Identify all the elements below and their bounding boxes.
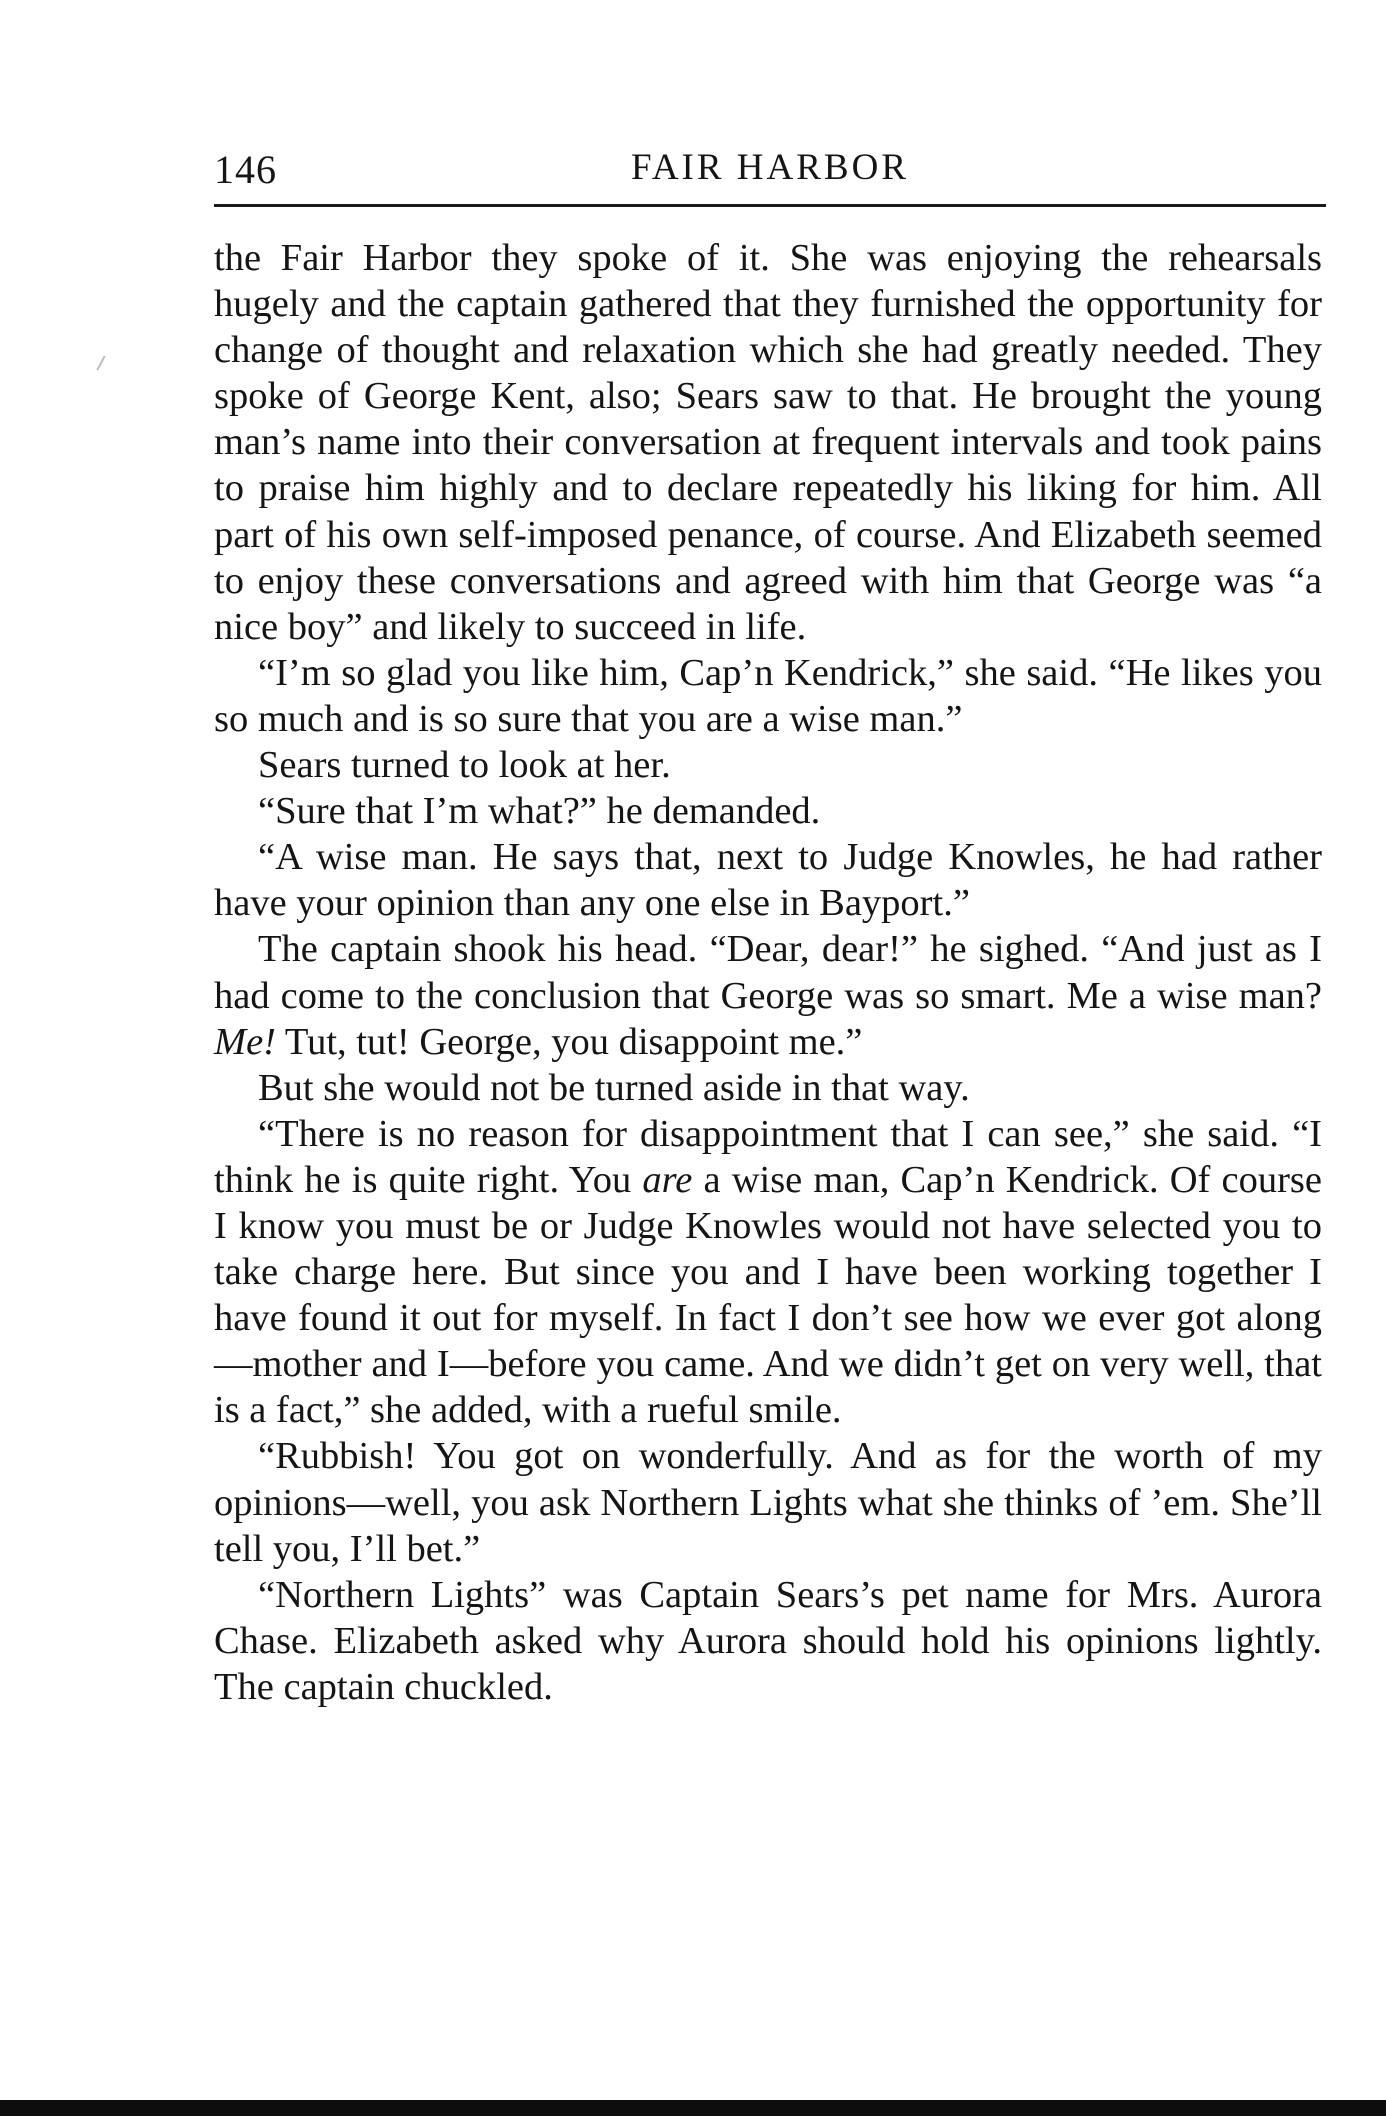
header-rule bbox=[214, 204, 1326, 207]
paragraph: “Rubbish! You got on wonderfully. And as for the worth of my opinions—well, you ask Northern Lights what she thinks of ’em. She’ll tell you, I’ll bet.” bbox=[214, 1435, 1322, 1570]
running-head: FAIR HARBOR bbox=[631, 147, 909, 188]
paragraph: the Fair Harbor they spoke of it. She was enjoying the rehearsals hugely and the captain gathered that they furnished the opportunity for change of thought and relaxation which she had greatly needed. They spoke of George Kent, also; Sears saw to that. He brought the young man’s name into their conversation at frequent intervals and took pains to praise him highly and to declare repeatedly his liking for him. All part of his own self-imposed penance, of course. And Elizabeth seemed to enjoy these conversations and agreed with him that George was “a nice boy” and likely to succeed in life. bbox=[214, 237, 1322, 648]
paragraph: “Sure that I’m what?” he demanded. bbox=[258, 790, 821, 833]
body-text bbox=[214, 235, 1322, 1710]
paragraph-text: Tut, tut! George, you disappoint me.” bbox=[275, 1020, 863, 1063]
paragraph: Sears turned to look at her. bbox=[258, 744, 671, 787]
italic-text: Me! bbox=[214, 1020, 276, 1063]
page-header bbox=[214, 146, 1326, 198]
paragraph: “Northern Lights” was Captain Sears’s pet name for Mrs. Aurora Chase. Elizabeth asked why Aurora should hold his opinions lightly. The captain chuckled. bbox=[214, 1573, 1322, 1708]
paragraph-text: “There is no reason for disappointment that I can see,” she said. “I think he is quite right. You bbox=[214, 1112, 1322, 1201]
paragraph bbox=[214, 926, 1322, 1064]
paragraph bbox=[214, 1111, 1322, 1434]
scan-edge-bar bbox=[0, 2100, 1386, 2116]
paragraph: But she would not be turned aside in that way. bbox=[258, 1066, 970, 1109]
paragraph: “I’m so glad you like him, Cap’n Kendrick,” she said. “He likes you so much and is so sure that you are a wise man.” bbox=[214, 651, 1322, 740]
italic-text: are bbox=[642, 1158, 693, 1201]
paragraph: “A wise man. He says that, next to Judge Knowles, he had rather have your opinion than any one else in Bayport.” bbox=[214, 836, 1322, 925]
paragraph-text: a wise man, Cap’n Kendrick. Of course I know you must be or Judge Knowles would not have selected you to take charge here. But since you and I have been working together I have found it out for myself. In fact I don’t see how we ever got along—mother and I—before you came. And we didn’t get on very well, that is a fact,” she added, with a rueful smile. bbox=[214, 1158, 1322, 1432]
scan-mark bbox=[96, 355, 105, 370]
paragraph-text: The captain shook his head. “Dear, dear!” he sighed. “And just as I had come to the conclusion that George was so smart. Me a wise man? bbox=[214, 928, 1322, 1017]
page-number: 146 bbox=[214, 147, 277, 192]
